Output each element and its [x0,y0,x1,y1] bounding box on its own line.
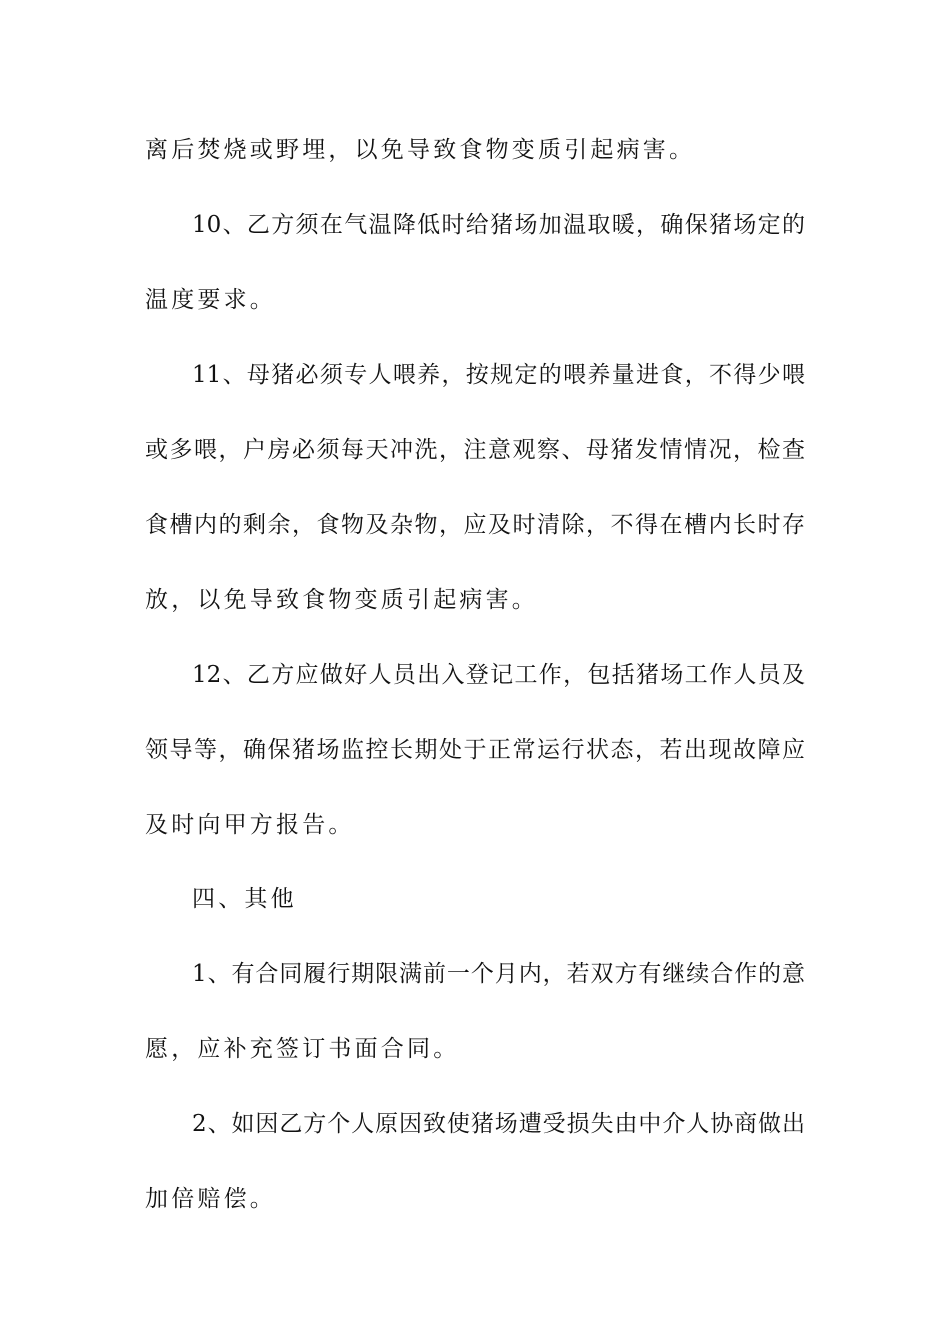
text-line-5: 或多喂，户房必须每天冲洗，注意观察、母猪发情情况，检查 [145,437,805,463]
section-heading: 四、其他 [192,886,297,912]
text-line-1: 离后焚烧或野埋，以免导致食物变质引起病害。 [145,137,696,163]
text-line-12: 1、有合同履行期限满前一个月内，若双方有继续合作的意 [192,961,805,987]
text-line-7: 放，以免导致食物变质引起病害。 [145,587,538,613]
text-line-10: 及时向甲方报告。 [145,812,355,838]
text-line-2: 10、乙方须在气温降低时给猪场加温取暖，确保猪场定的 [192,212,805,238]
text-line-8: 12、乙方应做好人员出入登记工作，包括猪场工作人员及 [192,662,805,688]
text-line-4: 11、母猪必须专人喂养，按规定的喂养量进食，不得少喂 [192,362,805,388]
text-line-13: 愿，应补充签订书面合同。 [145,1036,460,1062]
text-line-9: 领导等，确保猪场监控长期处于正常运行状态，若出现故障应 [145,737,805,763]
text-line-14: 2、如因乙方个人原因致使猪场遭受损失由中介人协商做出 [192,1111,805,1137]
text-line-3: 温度要求。 [145,287,276,313]
text-line-15: 加倍赔偿。 [145,1186,276,1212]
text-line-6: 食槽内的剩余，食物及杂物，应及时清除，不得在槽内长时存 [145,512,805,538]
